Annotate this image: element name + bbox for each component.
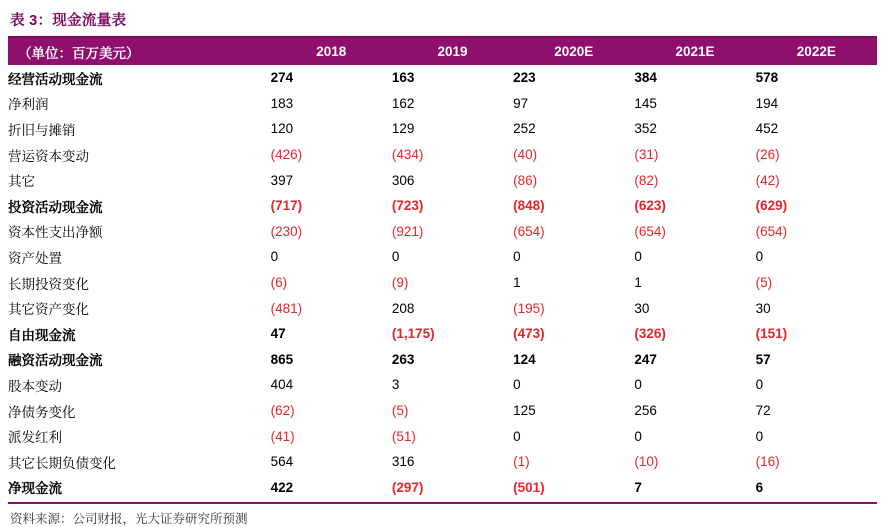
table-cell: (31): [634, 147, 659, 163]
row-label: 派发红利: [8, 430, 62, 446]
table-cell: 306: [391, 172, 415, 188]
table-cell: (40): [513, 147, 538, 163]
table-row: [8, 295, 877, 321]
table-header: [8, 38, 877, 65]
table-cell: 0: [755, 428, 764, 444]
figure-caption: [8, 0, 877, 36]
table-cell: (723): [391, 198, 424, 214]
table-cell: (434): [391, 147, 424, 163]
table-cell: 30: [755, 300, 771, 316]
row-label: 其它: [8, 174, 35, 190]
table-row: [8, 244, 877, 270]
column-header-2018: 2018: [316, 44, 347, 59]
table-cell: (151): [755, 326, 788, 342]
row-label: 净现金流: [8, 481, 62, 497]
table-cell: 223: [513, 70, 536, 86]
table-cell: 564: [270, 454, 294, 470]
table-cell: (5): [755, 275, 773, 291]
table-cell: 1: [634, 275, 642, 291]
table-cell: 6: [755, 479, 764, 495]
table-row: [8, 65, 877, 91]
table-cell: (654): [513, 223, 545, 239]
table-cell: 97: [513, 95, 529, 111]
table-cell: 72: [755, 403, 771, 419]
table-row: [8, 372, 877, 398]
table-row: [8, 423, 877, 449]
table-cell: (501): [513, 479, 545, 495]
table-row: [8, 142, 877, 168]
table-cell: 183: [270, 95, 294, 111]
table-cell: 0: [513, 249, 521, 265]
table-cell: (426): [270, 147, 303, 163]
row-label: 融资活动现金流: [8, 353, 103, 369]
row-label: 资产处置: [8, 250, 62, 266]
table-body: [8, 65, 877, 500]
table-cell: 163: [391, 70, 415, 86]
table-cell: (10): [634, 454, 659, 470]
table-cell: (62): [270, 403, 295, 419]
table-cell: (6): [270, 275, 288, 291]
table-cell: (654): [634, 223, 666, 239]
table-cell: (86): [513, 172, 538, 188]
column-header-unit: （单位：百万美元）: [18, 45, 140, 61]
table-row: [8, 219, 877, 245]
table-cell: (1,175): [391, 326, 435, 342]
table-cell: 0: [270, 249, 279, 265]
table-cell: (16): [755, 454, 780, 470]
row-label: 净利润: [8, 97, 49, 113]
row-label: 资本性支出净额: [8, 225, 103, 241]
row-label: 净债务变化: [8, 404, 76, 420]
table-cell: 384: [634, 70, 657, 86]
column-header-2022e: 2022E: [796, 44, 836, 59]
table-row: [8, 270, 877, 296]
table-cell: (654): [755, 223, 788, 239]
table-cell: (1): [513, 454, 530, 470]
table-cell: 865: [270, 351, 294, 367]
row-label: 折旧与摊销: [8, 122, 76, 138]
table-cell: 247: [634, 351, 657, 367]
table-cell: 0: [755, 377, 764, 393]
table-cell: 0: [391, 249, 400, 265]
table-cell: 0: [755, 249, 764, 265]
table-row: [8, 398, 877, 424]
table-row: [8, 475, 877, 501]
table-cell: (848): [513, 198, 545, 214]
table-cell: 452: [755, 121, 779, 137]
table-cell: (41): [270, 428, 295, 444]
row-label: 投资活动现金流: [8, 199, 103, 215]
table-cell: 30: [634, 300, 650, 316]
table-cell: (195): [513, 300, 545, 316]
table-cell: 578: [755, 70, 779, 86]
table-cell: (481): [270, 300, 303, 316]
table-row: [8, 347, 877, 373]
table-cell: 0: [634, 428, 642, 444]
cash-flow-table: [8, 38, 877, 500]
table-cell: (717): [270, 198, 303, 214]
row-label: 自由现金流: [8, 327, 76, 343]
table-cell: (230): [270, 223, 303, 239]
table-cell: 129: [391, 121, 415, 137]
source-note: 资料来源：公司财报，光大证券研究所预测: [10, 511, 248, 526]
row-label: 股本变动: [8, 378, 62, 394]
table-cell: (42): [755, 172, 780, 188]
table-cell: 208: [391, 300, 415, 316]
table-cell: 422: [270, 479, 294, 495]
table-cell: 57: [755, 351, 771, 367]
row-label: 长期投资变化: [8, 276, 89, 292]
column-header-2020e: 2020E: [554, 44, 594, 59]
table-cell: (473): [513, 326, 545, 342]
table-cell: (629): [755, 198, 788, 214]
table-cell: 47: [270, 326, 286, 342]
table-cell: 120: [270, 121, 294, 137]
table-cell: (326): [634, 326, 666, 342]
figure-caption-text: 表 3：现金流量表: [10, 13, 127, 29]
table-cell: 145: [634, 95, 657, 111]
table-cell: 124: [513, 351, 536, 367]
table-header-row: [8, 38, 877, 65]
table-cell: 0: [634, 249, 642, 265]
column-header-2019: 2019: [437, 44, 468, 59]
table-cell: 252: [513, 121, 536, 137]
table-cell: 1: [513, 275, 521, 291]
table-row: [8, 116, 877, 142]
table-cell: (9): [391, 275, 409, 291]
table-cell: 0: [513, 428, 521, 444]
table-cell: 404: [270, 377, 294, 393]
table-row: [8, 321, 877, 347]
table-row: [8, 193, 877, 219]
column-header-2021e: 2021E: [675, 44, 715, 59]
table-cell: 125: [513, 403, 536, 419]
table-cell: 316: [391, 454, 415, 470]
row-label: 其它资产变化: [8, 302, 89, 318]
table-row: [8, 167, 877, 193]
table-cell: (921): [391, 223, 424, 239]
table-cell: 7: [634, 479, 642, 495]
table-cell: 3: [391, 377, 400, 393]
table-cell: 397: [270, 172, 294, 188]
table-cell: 162: [391, 95, 415, 111]
table-cell: (5): [391, 403, 409, 419]
row-label: 其它长期负债变化: [8, 455, 116, 471]
table-cell: 194: [755, 95, 779, 111]
table-cell: (26): [755, 147, 780, 163]
row-label: 营运资本变动: [8, 148, 89, 164]
table-cell: 274: [270, 70, 294, 86]
table-cell: 263: [391, 351, 415, 367]
table-cell: 256: [634, 403, 657, 419]
table-row: [8, 449, 877, 475]
table-cell: (297): [391, 479, 424, 495]
table-row: [8, 91, 877, 117]
table-cell: (623): [634, 198, 666, 214]
table-cell: 352: [634, 121, 657, 137]
table-cell: 0: [634, 377, 642, 393]
table-cell: (51): [391, 428, 416, 444]
row-label: 经营活动现金流: [8, 71, 103, 87]
table-cell: 0: [513, 377, 521, 393]
table-cell: (82): [634, 172, 659, 188]
